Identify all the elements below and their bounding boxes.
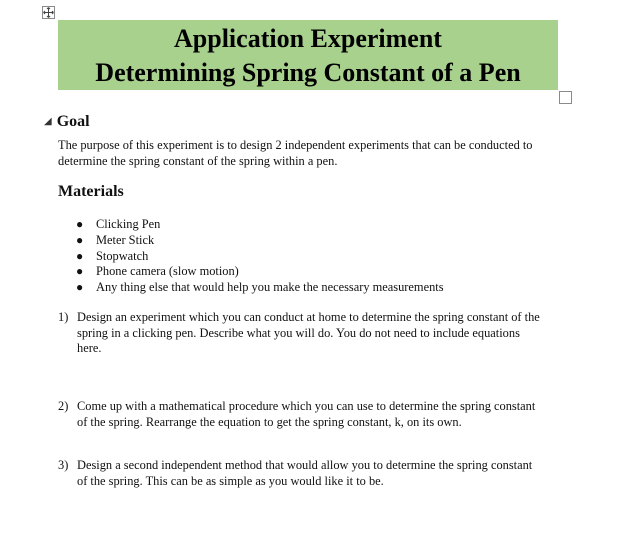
- list-item: ● Clicking Pen: [76, 217, 161, 231]
- question-text: Design an experiment which you can conduct at home to determine the spring constant of the spring in a clicking pen. Describe what you will do. You do not need to include equations here.: [77, 310, 540, 356]
- title-line-1: Application Experiment: [174, 24, 442, 53]
- table-resize-handle[interactable]: [559, 91, 572, 104]
- list-item: ● Stopwatch: [76, 248, 149, 263]
- list-item: ● Meter Stick: [76, 232, 155, 247]
- question-number: 1): [58, 310, 69, 324]
- title-line-2: Determining Spring Constant of a Pen: [95, 58, 521, 87]
- bullet-icon: ●: [76, 280, 84, 295]
- goal-text-line-2: determine the spring constant of the spring within a pen.: [58, 154, 338, 168]
- list-item: ● Phone camera (slow motion): [76, 264, 239, 279]
- goal-text-line-1: The purpose of this experiment is to design 2 independent experiments that can be conducted to: [58, 138, 533, 152]
- bullet-icon: ●: [76, 264, 84, 279]
- bullet-icon: ●: [76, 217, 84, 231]
- question-number: 3): [58, 458, 69, 472]
- list-item: ● Any thing else that would help you make the necessary measurements: [76, 280, 444, 295]
- materials-heading: Materials: [58, 183, 124, 200]
- move-icon: [43, 7, 54, 18]
- title-banner: [58, 20, 558, 90]
- bullet-icon: ●: [76, 248, 84, 263]
- question-text: Design a second independent method that would allow you to determine the spring constant of the spring. This can be as simple as you would like it to be.: [77, 458, 533, 488]
- goal-heading: [44, 112, 90, 132]
- question-number: 2): [58, 399, 69, 413]
- question-text: Come up with a mathematical procedure which you can use to determine the spring constant of the spring. Rearrange the equation to get the spring constant, k, on its own.: [77, 399, 536, 429]
- collapse-arrow-icon[interactable]: ◢: [44, 116, 52, 127]
- table-move-handle[interactable]: [42, 6, 55, 19]
- materials-list: [76, 217, 444, 296]
- goal-heading-text: Goal: [56, 113, 90, 130]
- bullet-icon: ●: [76, 232, 84, 247]
